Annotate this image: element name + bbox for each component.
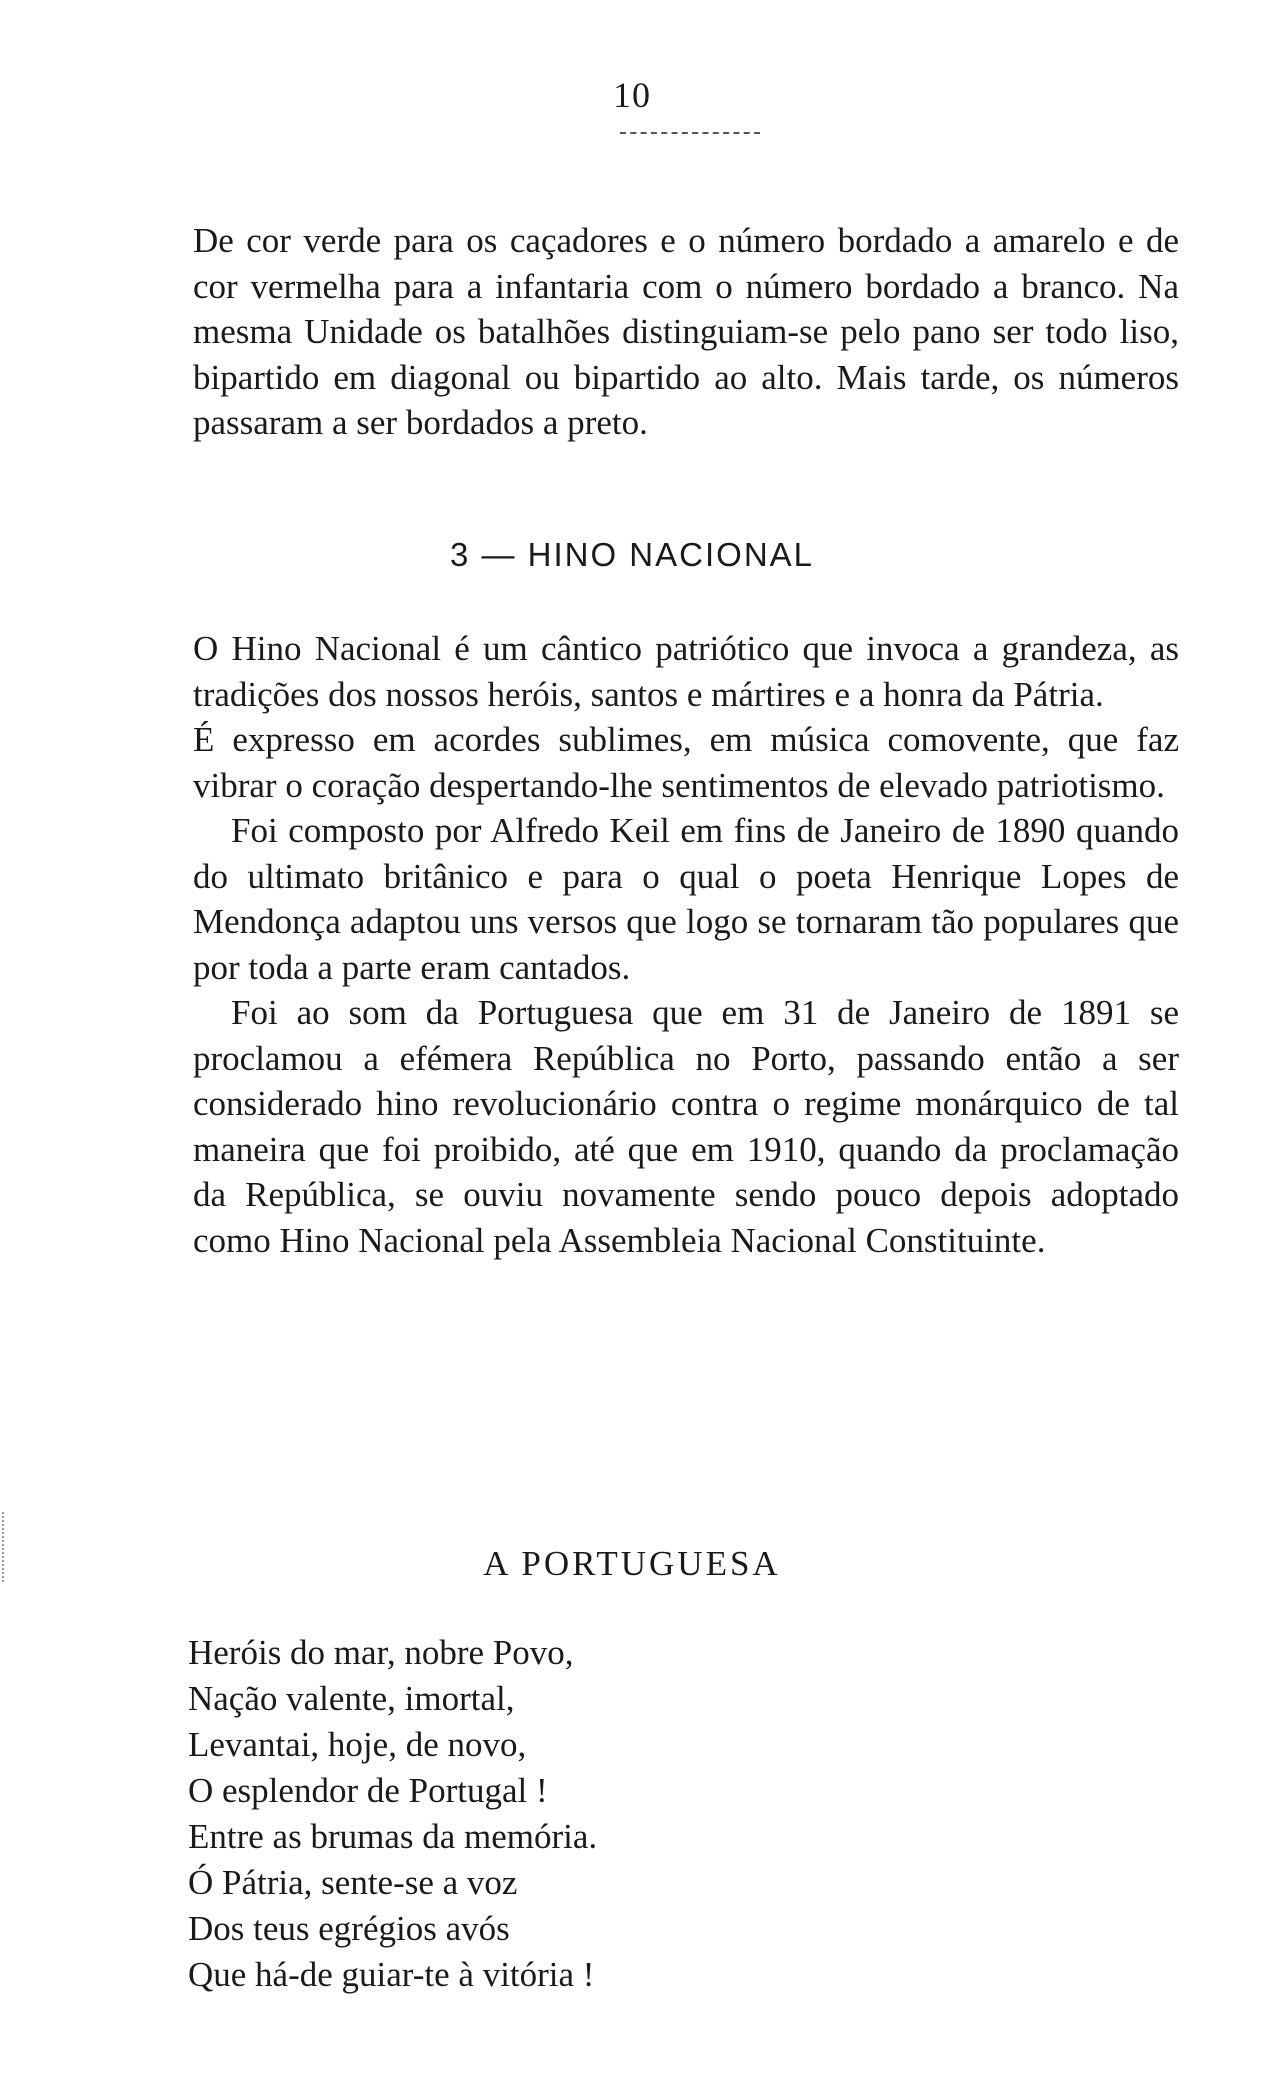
header-rule (620, 132, 760, 134)
intro-paragraph: De cor verde para os caçadores e o número bordado a amarelo e de cor vermelha para a infantaria com o número bordado a branco. Na mesma Unidade os batalhões distinguiam-se pelo pano ser todo liso, bipartido em diagonal ou bipartido ao alto. Mais tarde, os números passaram a ser bordados a preto. (193, 221, 1179, 442)
anthem-verse (188, 1630, 888, 1998)
page-number: 10 (613, 75, 651, 115)
verse-line: Levantai, hoje, de novo, (188, 1725, 527, 1764)
verse-line: Ó Pátria, sente-se a voz (188, 1863, 518, 1902)
body-paragraph: Foi composto por Alfredo Keil em fins de Janeiro de 1890 quando do ultimato britânico e para o qual o poeta Henrique Lopes de Mendonça adaptou uns versos que logo se tornaram tão populares que por toda a parte eram cantados. (193, 811, 1179, 987)
verse-line: O esplendor de Portugal ! (188, 1771, 548, 1810)
verse-line: Heróis do mar, nobre Povo, (188, 1633, 574, 1672)
verse-line: Nação valente, imortal, (188, 1679, 515, 1718)
body-paragraph: O Hino Nacional é um cântico patriótico que invoca a grandeza, as tradições dos nossos heróis, santos e mártires e a honra da Pátria. (193, 629, 1179, 714)
section-body (193, 626, 1179, 1263)
verse-line: Dos teus egrégios avós (188, 1909, 510, 1948)
body-paragraph: É expresso em acordes sublimes, em música comovente, que faz vibrar o coração despertando-lhe sentimentos de elevado patriotismo. (193, 720, 1179, 805)
intro-text (193, 218, 1179, 446)
verse-line: Entre as brumas da memória. (188, 1817, 598, 1856)
body-paragraph: Foi ao som da Portuguesa que em 31 de Janeiro de 1891 se proclamou a efémera República no Porto, passando então a ser considerado hino revolucionário contra o regime monárquico de tal maneira que foi proibido, até que em 1910, quando da proclamação da República, se ouviu novamente sendo pouco depois adoptado como Hino Nacional pela Assembleia Nacional Constituinte. (193, 993, 1179, 1260)
section-heading: 3 — HINO NACIONAL (449, 536, 815, 573)
verse-line: Que há-de guiar-te à vitória ! (188, 1955, 595, 1994)
anthem-title: A PORTUGUESA (483, 1544, 781, 1583)
